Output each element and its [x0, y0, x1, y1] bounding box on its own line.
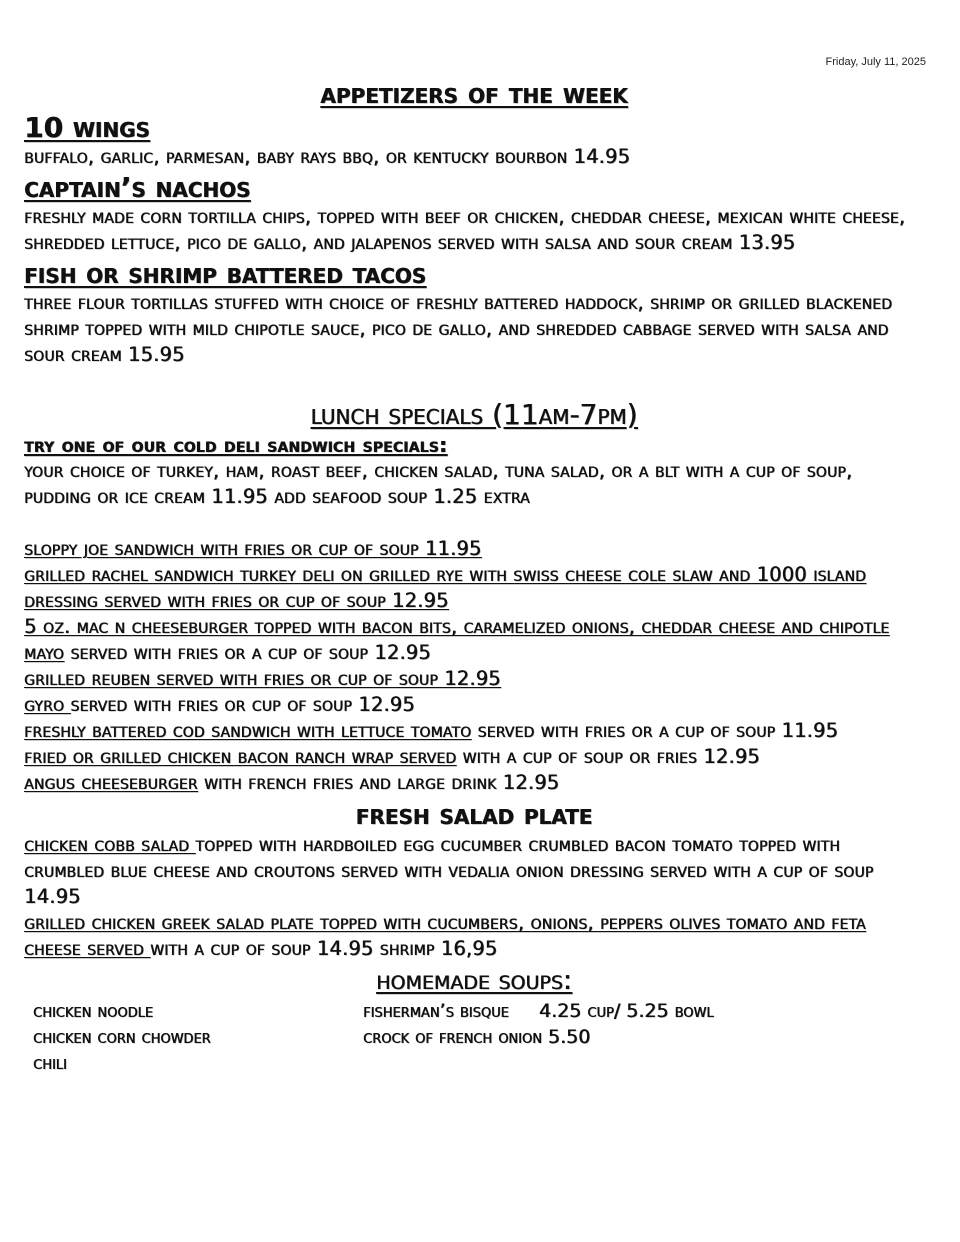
- lunch-item-name: fried or grilled chicken bacon ranch wrap served: [24, 745, 457, 768]
- lunch-item: [24, 536, 924, 562]
- lunch-item-detail: with french fries and large drink 12.95: [197, 771, 560, 794]
- lunch-item: [24, 562, 924, 614]
- soup-item: crock of french onion 5.50: [363, 1026, 591, 1048]
- lunch-item: [24, 692, 924, 718]
- lunch-item: [24, 614, 924, 666]
- salad-item-detail: with a cup of soup 14.95 shrimp 16,95: [150, 937, 498, 960]
- spacer: [24, 510, 924, 536]
- lunch-item-name: grilled rachel sandwich turkey deli on grilled rye with swiss cheese cole slaw and 1000 island dressing served with fries or cup of soup 12.95: [24, 563, 866, 612]
- lunch-item-name: 5 oz. mac n cheeseburger topped with bacon bits, caramelized onions, cheddar cheese and chipotle mayo: [24, 615, 890, 664]
- deli-heading: try one of our cold deli sandwich specials:: [24, 433, 448, 457]
- soups-title: homemade soups:: [376, 965, 572, 996]
- soup-item: chili: [33, 1052, 67, 1074]
- menu-content: [24, 76, 924, 1076]
- salad-title: fresh salad plate: [355, 798, 593, 831]
- lunch-item-name: gyro: [24, 693, 71, 716]
- soup-item: chicken noodle: [33, 1000, 153, 1022]
- lunch-item: [24, 744, 924, 770]
- appetizer-name: 10 wings: [24, 111, 150, 144]
- lunch-item-detail: served with fries or a cup of soup 11.95: [471, 719, 838, 742]
- appetizer-description: buffalo, garlic, parmesan, baby rays bbq, or kentucky bourbon 14.95: [24, 145, 631, 168]
- lunch-item-name: grilled reuben served with fries or cup of soup 12.95: [24, 667, 501, 690]
- menu-date: Friday, July 11, 2025: [825, 56, 926, 68]
- salad-item: [24, 832, 924, 910]
- appetizer-name: captain’s nachos: [24, 171, 251, 204]
- lunch-item-name: sloppy joe sandwich with fries or cup of soup 11.95: [24, 537, 482, 560]
- soups-left-column: [33, 998, 363, 1076]
- lunch-item: [24, 770, 924, 796]
- salad-item-name: grilled chicken greek salad plate topped with cucumbers, onions, peppers olives tomato and feta cheese served: [24, 911, 866, 960]
- appetizer-name: fish or shrimp battered tacos: [24, 257, 427, 290]
- soups-right-column: [363, 998, 714, 1076]
- lunch-specials-title: lunch specials (11am-7pm): [310, 398, 638, 431]
- appetizer-description: freshly made corn tortilla chips, topped with beef or chicken, cheddar cheese, mexican white cheese, shredded lettuce, pico de gallo, and jalapenos served with salsa and sour cream 13.95: [24, 205, 906, 254]
- lunch-item-name: angus cheeseburger: [24, 771, 198, 794]
- soup-item: chicken corn chowder: [33, 1026, 211, 1048]
- salad-item-detail: topped with hardboiled egg cucumber crumbled bacon tomato topped with crumbled blue cheese and croutons served with vedalia onion dressing served with a cup of soup 14.95: [24, 833, 874, 908]
- salad-item: [24, 910, 924, 962]
- salad-item-name: chicken cobb salad: [24, 833, 196, 856]
- appetizers-title: appetizers of the week: [320, 76, 628, 110]
- lunch-item-name: freshly battered cod sandwich with lettuce tomato: [24, 719, 472, 742]
- soups-list: [33, 998, 924, 1076]
- lunch-item: [24, 666, 924, 692]
- appetizer-description: three flour tortillas stuffed with choice of freshly battered haddock, shrimp or grilled blackened shrimp topped with mild chipotle sauce, pico de gallo, and shredded cabbage served with salsa and sour cream 15.95: [24, 291, 893, 366]
- deli-description: your choice of turkey, ham, roast beef, chicken salad, tuna salad, or a blt with a cup of soup, pudding or ice cream 11.95 add seafood soup 1.25 extra: [24, 459, 853, 508]
- lunch-item-detail: with a cup of soup or fries 12.95: [456, 745, 760, 768]
- lunch-item: [24, 718, 924, 744]
- lunch-item-detail: served with fries or cup of soup 12.95: [70, 693, 415, 716]
- soup-item: fisherman’s bisque 4.25 cup/ 5.25 bowl: [363, 1000, 714, 1022]
- lunch-item-detail: served with fries or a cup of soup 12.95: [63, 641, 431, 664]
